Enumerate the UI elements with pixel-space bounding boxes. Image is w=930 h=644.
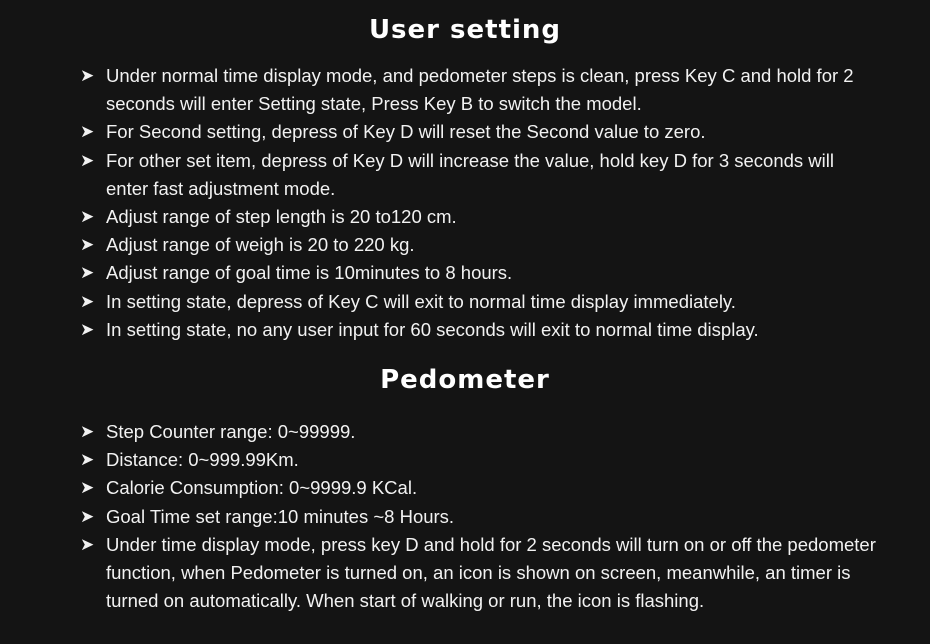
list-item xyxy=(80,446,880,474)
list-item-text: Calorie Consumption: 0~9999.9 KCal. xyxy=(106,477,418,499)
user-setting-list xyxy=(80,62,880,344)
arrowhead-bullet-icon: ➤ xyxy=(80,150,95,170)
list-item xyxy=(80,316,880,344)
list-item xyxy=(80,531,880,616)
list-item xyxy=(80,203,880,231)
list-item xyxy=(80,147,880,203)
pedometer-title: Pedometer xyxy=(380,365,550,395)
list-item-text: In setting state, depress of Key C will exit to normal time display immediately. xyxy=(106,290,736,312)
list-item xyxy=(80,418,880,446)
list-item xyxy=(80,62,880,118)
pedometer-list xyxy=(80,418,880,615)
list-item xyxy=(80,503,880,531)
arrowhead-bullet-icon: ➤ xyxy=(80,235,95,255)
list-item-text: Under normal time display mode, and pedometer steps is clean, press Key C and hold for 2 seconds will enter Setting state, Press Key B to switch the model. xyxy=(106,65,854,115)
list-item xyxy=(80,474,880,502)
list-item-text: Adjust range of step length is 20 to120 cm. xyxy=(106,206,457,228)
list-item xyxy=(80,288,880,316)
list-item-text: Adjust range of weigh is 20 to 220 kg. xyxy=(106,234,415,256)
arrowhead-bullet-icon: ➤ xyxy=(80,450,95,470)
list-item-text: Under time display mode, press key D and hold for 2 seconds will turn on or off the pedometer function, when Pedometer is turned on, an icon is shown on screen, meanwhile, an timer is turned on automatically. When start of walking or run, the icon is flashing. xyxy=(106,533,876,612)
list-item-text: Step Counter range: 0~99999. xyxy=(106,421,356,442)
arrowhead-bullet-icon: ➤ xyxy=(80,422,95,441)
list-item-text: For other set item, depress of Key D will increase the value, hold key D for 3 seconds will enter fast adjustment mode. xyxy=(106,149,834,199)
list-item xyxy=(80,231,880,259)
list-item-text: Distance: 0~999.99Km. xyxy=(106,449,299,471)
arrowhead-bullet-icon: ➤ xyxy=(80,122,95,142)
arrowhead-bullet-icon: ➤ xyxy=(80,506,95,526)
list-item-text: Goal Time set range:10 minutes ~8 Hours. xyxy=(106,505,455,527)
user-setting-title: User setting xyxy=(368,15,562,45)
arrowhead-bullet-icon: ➤ xyxy=(80,478,95,498)
list-item xyxy=(80,259,880,287)
arrowhead-bullet-icon: ➤ xyxy=(80,263,95,283)
arrowhead-bullet-icon: ➤ xyxy=(80,319,95,339)
arrowhead-bullet-icon: ➤ xyxy=(80,291,95,311)
arrowhead-bullet-icon: ➤ xyxy=(80,534,95,554)
list-item xyxy=(80,118,880,146)
arrowhead-bullet-icon: ➤ xyxy=(80,207,95,227)
list-item-text: For Second setting, depress of Key D will reset the Second value to zero. xyxy=(106,121,706,143)
arrowhead-bullet-icon: ➤ xyxy=(80,66,95,85)
list-item-text: Adjust range of goal time is 10minutes to 8 hours. xyxy=(106,262,513,284)
list-item-text: In setting state, no any user input for 60 seconds will exit to normal time display. xyxy=(106,318,759,340)
